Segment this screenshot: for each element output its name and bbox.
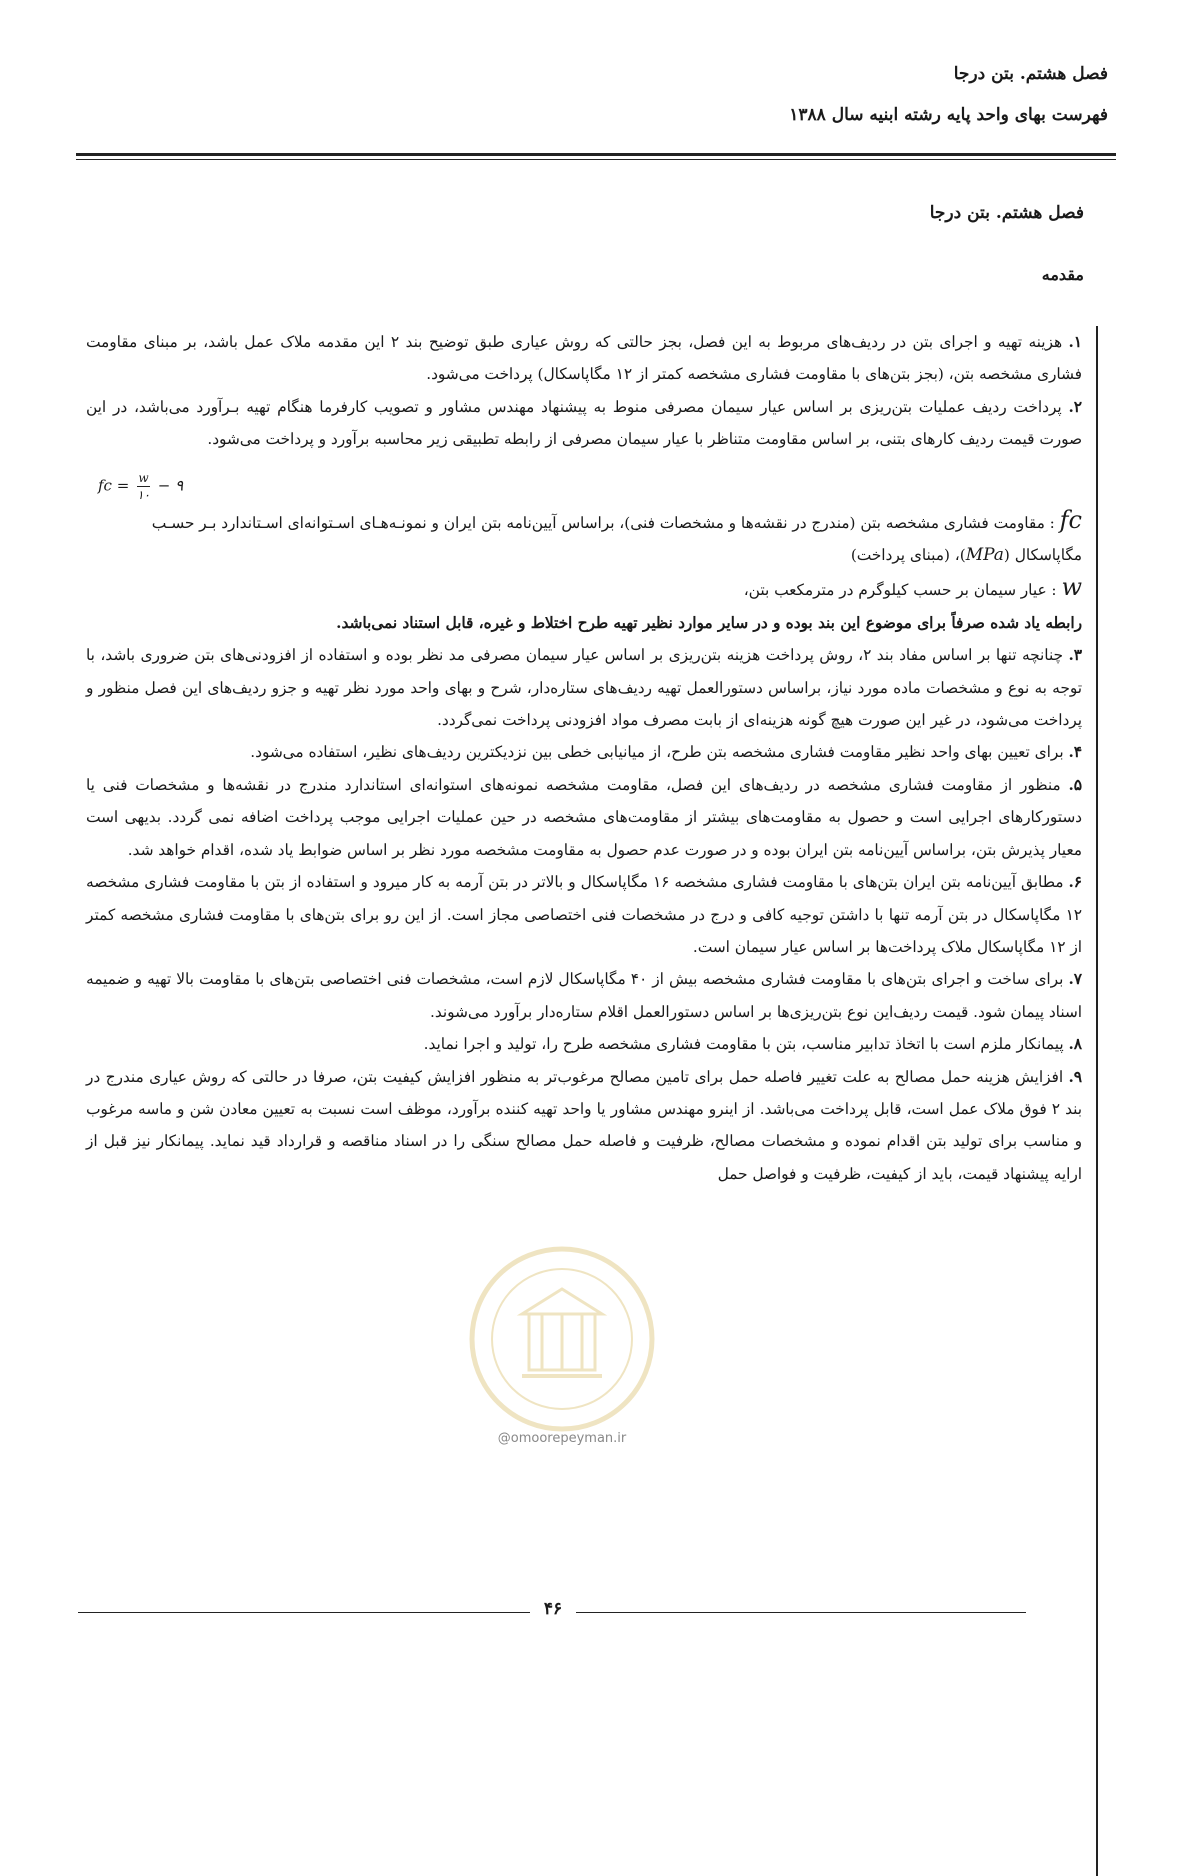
fc-symbol: fc: [1059, 505, 1082, 534]
running-header-book: فهرست بهای واحد پایه رشته ابنیه سال ۱۳۸۸: [789, 105, 1108, 125]
paragraph-text: مطابق آیین‌نامه بتن ایران بتن‌های با مقاومت فشاری مشخصه ۱۶ مگاپاسکال و بالاتر در بتن آرمه به کار میرود و استفاده از بتن با مقاومت فشاری مشخصه ۱۲ مگاپاسکال در بتن آرمه تنها با داشتن توجیه کافی و درج در مشخصات فنی اختصاصی مجاز است. از این رو برای بتن‌های با مقاومت فشاری مشخصه کمتر از ۱۲ مگاپاسکال ملاک پرداخت‌ها بر اساس عیار سیمان است.: [86, 873, 1082, 956]
paragraph-text: منظور از مقاومت فشاری مشخصه در ردیف‌های این فصل، مقاومت مشخصه نمونه‌های استوانه‌ای استاندارد مندرج در نقشه‌ها و مشخصات فنی یا دستورکارهای اجرایی است و حصول به مقاومت‌های بیشتر از مقاومت‌های مشخصه در حین عملیات اجرایی موجب پرداخت اضافه نمی گردد. بدیهی است معیار پذیرش بتن، براساس آیین‌نامه بتن ایران بوده و در صورت عدم حصول به مقاومت مشخصه مورد نظر بر اساس ضوابط یاد شده، اقدام خواهد شد.: [86, 775, 1082, 859]
paragraph-5: [86, 769, 1096, 866]
formula-note: رابطه یاد شده صرفاً برای موضوع این بند بوده و در سایر موارد نظیر تهیه طرح اختلاط و غیره، قابل استناد نمی‌باشد.: [336, 613, 1082, 632]
formula-minus: −: [157, 476, 171, 495]
paragraph-1: [86, 326, 1096, 391]
footer-rule-left: [78, 1612, 530, 1613]
paragraph-text: برای ساخت و اجرای بتن‌های با مقاومت فشاری مشخصه بیش از ۴۰ مگاپاسکال لازم است، مشخصات فنی اختصاصی بتن‌های با مقاومت بالا تهیه و ضمیمه اسناد پیمان شود. قیمت ردیف‌این نوع بتن‌ریزی‌ها بر اساس دستورالعمل اقلام ستاره‌دار برآورد می‌شوند.: [86, 970, 1082, 1021]
definition-fc-unit: [86, 539, 1096, 571]
paragraph-number: ۲.: [1068, 397, 1082, 416]
paragraph-text: برای تعیین بهای واحد نظیر مقاومت فشاری مشخصه بتن طرح، از میانیابی خطی بین نزدیکترین ردیف‌های نظیر، استفاده می‌شود.: [250, 743, 1069, 762]
formula-denominator: ۱۰: [137, 487, 150, 502]
paragraph-number: ۴.: [1068, 743, 1082, 762]
fc-definition-text: : مقاومت فشاری مشخصه بتن (مندرج در نقشه‌ها و مشخصات فنی)، براساس آیین‌نامه بتن ایران و نمونـه‌هـای اسـتوانه‌ای اسـتاندارد بـر حسـب: [151, 513, 1060, 532]
paragraph-number: ۵.: [1068, 775, 1082, 794]
watermark-text: @omoorepeyman.ir: [497, 1431, 627, 1446]
paragraph-text: چنانچه تنها بر اساس مفاد بند ۲، روش پرداخت هزینه بتن‌ریزی بر اساس عیار سیمان مصرفی مد نظر بوده و استفاده از افزودنی‌های بتن ضروری باشد، با توجه به نوع و مشخصات ماده مورد نیاز، براساس دستورالعمل تهیه ردیف‌های ستاره‌دار، شرح و بهای واحد مورد نظر تهیه و جزو ردیف‌های این فصل منظور و پرداخت می‌شود، در غیر این صورت هیچ گونه هزینه‌ای از بابت مصرف مواد افزودنی پرداخت نمی‌گردد.: [86, 646, 1082, 730]
paragraph-text: پرداخت ردیف عملیات بتن‌ریزی بر اساس عیار سیمان مصرفی منوط به پیشنهاد مهندس مشاور و تصویب کارفرما هنگام تهیه بـرآورد می‌باشد، در این صورت قیمت ردیف کارهای بتنی، بر اساس مقاومت متناظر با عیار سیمان مصرفی از رابطه تطبیقی زیر محاسبه برآورد و پرداخت می‌شود.: [86, 397, 1082, 449]
w-symbol: w: [1061, 573, 1082, 602]
formula-constant: ۹: [175, 476, 184, 495]
formula-fraction: [137, 470, 150, 503]
header-rule-thick: [76, 153, 1116, 156]
paragraph-number: ۸.: [1068, 1035, 1082, 1054]
paragraph-number: ۹.: [1068, 1067, 1083, 1086]
paragraph-text: پیمانکار ملزم است با اتخاذ تدابیر مناسب، بتن با مقاومت فشاری مشخصه طرح را، تولید و اجرا نماید.: [423, 1035, 1069, 1054]
intro-title: مقدمه: [1041, 265, 1084, 284]
fc-unit: MPa: [965, 545, 1004, 566]
paragraph-number: ۳.: [1068, 646, 1082, 665]
definition-w: [86, 571, 1096, 606]
definition-fc: [86, 504, 1096, 539]
paragraph-text: افزایش هزینه حمل مصالح به علت تغییر فاصله حمل برای تامین مصالح مرغوب‌تر به منظور افزایش کیفیت بتن، صرفا در حالتی که روش عیاری مندرج در بند ۲ فوق ملاک عمل است، قابل پرداخت می‌باشد. از اینرو مهندس مشاور یا واحد تهیه کننده برآورد، موظف است نسبت به تعیین معادن شن و ماسه مرغوب و مناسب برای تولید بتن اقدام نموده و مشخصات مصالح، ظرفیت و فاصله حمل مصالح سنگی را در اسناد مناقصه و قرارداد قید نماید. پیمانکار نیز قبل از ارایه پیشنهاد قیمت، باید از کیفیت، ظرفیت و فواصل حمل: [86, 1067, 1083, 1183]
header-rule-thin: [76, 159, 1116, 160]
fc-unit-suffix: )، (مبنای پرداخت): [850, 546, 966, 565]
running-header-chapter: فصل هشتم. بتن درجا: [953, 64, 1108, 84]
content-body: [86, 326, 1098, 1876]
paragraph-text: هزینه تهیه و اجرای بتن در ردیف‌های مربوط به این فصل، بجز حالتی که روش عیاری طبق توضیح بند ۲ این مقدمه ملاک عمل باشد، بر مبنای مقاومت فشاری مشخصه بتن، (بجز بتن‌های با مقاومت فشاری مشخصه کمتر از ۱۲ مگاپاسکال) پرداخت می‌شود.: [86, 333, 1082, 384]
fc-unit-prefix: مگاپاسکال (: [1003, 546, 1082, 565]
formula-numerator: w: [138, 470, 149, 485]
paragraph-4: [86, 736, 1096, 768]
paragraph-6: [86, 866, 1096, 963]
page-number: ۴۶: [543, 1599, 563, 1619]
paragraph-number: ۱.: [1068, 333, 1082, 351]
formula: [86, 456, 1096, 504]
paragraph-number: ۶.: [1068, 873, 1083, 892]
w-definition-text: : عیار سیمان بر حسب کیلوگرم در مترمکعب بتن،: [743, 581, 1062, 600]
formula-equals: =: [116, 476, 130, 495]
paragraph-2: [86, 391, 1096, 456]
paragraph-number: ۷.: [1068, 970, 1083, 989]
paragraph-8: [86, 1028, 1096, 1060]
paragraph-7: [86, 963, 1096, 1028]
footer-rule-right: [576, 1612, 1026, 1613]
paragraph-9: [86, 1061, 1096, 1191]
formula-lhs: fc: [98, 476, 112, 495]
watermark-seal-icon: [467, 1244, 657, 1434]
paragraph-3: [86, 639, 1096, 736]
section-title: فصل هشتم. بتن درجا: [929, 203, 1084, 223]
